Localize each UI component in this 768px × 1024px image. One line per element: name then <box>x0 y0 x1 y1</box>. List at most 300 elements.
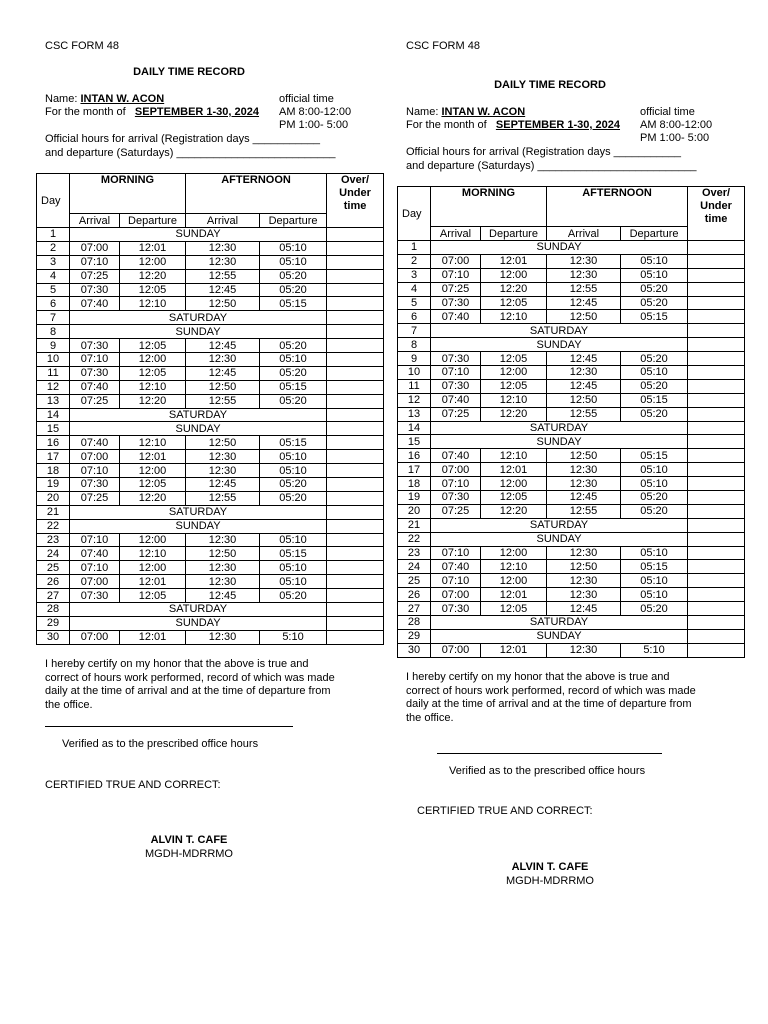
am-arrival-cell: 07:10 <box>431 477 481 491</box>
day-note-cell: SUNDAY <box>70 616 327 630</box>
over-under-cell <box>688 532 745 546</box>
over-under-cell <box>327 297 384 311</box>
official-time-label: official time <box>640 106 695 118</box>
table-row <box>398 421 745 435</box>
over-under-cell <box>688 324 745 338</box>
pm-arrival-cell: 12:30 <box>547 574 621 588</box>
am-departure-cell: 12:10 <box>481 560 547 574</box>
table-row <box>37 283 384 297</box>
pm-departure-cell: 5:10 <box>621 643 688 657</box>
table-row <box>37 436 384 450</box>
am-departure-cell: 12:05 <box>120 589 186 603</box>
over-under-cell <box>688 435 745 449</box>
over-under-cell <box>327 616 384 630</box>
over-under-cell <box>327 603 384 617</box>
signature-line <box>437 753 662 754</box>
official-hours <box>406 145 697 173</box>
day-note-cell: SUNDAY <box>431 435 688 449</box>
day-cell: 1 <box>37 228 70 242</box>
table-row <box>398 574 745 588</box>
pm-arrival-cell: 12:50 <box>547 560 621 574</box>
am-departure-cell: 12:05 <box>481 379 547 393</box>
pm-arrival-cell: 12:45 <box>547 602 621 616</box>
over-under-cell <box>327 228 384 242</box>
pm-departure-cell: 5:10 <box>260 630 327 644</box>
pm-departure-cell: 05:10 <box>621 546 688 560</box>
name-row <box>406 106 525 118</box>
pm-arrival-cell: 12:50 <box>186 436 260 450</box>
am-departure-cell: 12:10 <box>120 297 186 311</box>
day-note-cell: SUNDAY <box>431 532 688 546</box>
day-cell: 7 <box>398 324 431 338</box>
month-value: SEPTEMBER 1-30, 2024 <box>495 119 621 131</box>
over-under-cell <box>688 393 745 407</box>
am-arrival-cell: 07:40 <box>431 310 481 324</box>
table-row <box>398 310 745 324</box>
over-under-cell <box>688 629 745 643</box>
table-row <box>398 435 745 449</box>
pm-arrival-cell: 12:50 <box>186 380 260 394</box>
pm-arrival-cell: 12:50 <box>186 297 260 311</box>
over-under-cell <box>327 366 384 380</box>
table-row <box>398 560 745 574</box>
am-arrival-cell: 07:25 <box>431 504 481 518</box>
am-arrival-cell: 07:30 <box>431 602 481 616</box>
official-time <box>279 93 351 132</box>
afternoon-header: AFTERNOON <box>186 174 327 214</box>
pm-arrival-cell: 12:30 <box>186 255 260 269</box>
am-arrival-cell: 07:30 <box>431 491 481 505</box>
am-departure-cell: 12:10 <box>481 310 547 324</box>
pm-arrival-cell: 12:55 <box>186 394 260 408</box>
certification-text: I hereby certify on my honor that the above is true and correct of hours work performed, record of which was made daily at the time of arrival and at the time of departure from the office. <box>45 658 335 711</box>
over-under-cell <box>327 255 384 269</box>
time-record-rows <box>37 228 384 645</box>
table-row <box>398 504 745 518</box>
pm-arrival-cell: 12:55 <box>547 407 621 421</box>
day-cell: 18 <box>37 464 70 478</box>
am-arrival-cell: 07:40 <box>431 393 481 407</box>
am-arrival-cell: 07:30 <box>70 366 120 380</box>
under-header-line: Under <box>700 200 732 212</box>
am-departure-cell: 12:00 <box>120 561 186 575</box>
table-row <box>398 602 745 616</box>
over-under-cell <box>688 574 745 588</box>
over-under-cell <box>688 407 745 421</box>
am-departure-cell: 12:01 <box>481 643 547 657</box>
am-arrival-cell: 07:00 <box>70 630 120 644</box>
pm-departure-cell: 05:10 <box>260 255 327 269</box>
signature-line <box>45 726 293 727</box>
day-note-cell: SUNDAY <box>70 519 327 533</box>
am-time: AM 8:00-12:00 <box>640 119 713 131</box>
over-under-cell <box>327 630 384 644</box>
over-under-cell <box>327 311 384 325</box>
day-cell: 14 <box>37 408 70 422</box>
day-header: Day <box>398 187 431 241</box>
am-departure-cell: 12:05 <box>120 478 186 492</box>
pm-departure-cell: 05:20 <box>260 283 327 297</box>
table-row <box>398 449 745 463</box>
pm-arrival-header: Arrival <box>186 214 260 228</box>
over-under-cell <box>688 241 745 255</box>
day-note-cell: SATURDAY <box>70 311 327 325</box>
day-note-cell: SATURDAY <box>70 603 327 617</box>
table-row <box>37 380 384 394</box>
over-under-cell <box>688 616 745 630</box>
pm-departure-cell: 05:20 <box>260 478 327 492</box>
table-row <box>37 561 384 575</box>
table-row <box>398 546 745 560</box>
day-note-cell: SATURDAY <box>431 518 688 532</box>
over-under-cell <box>688 518 745 532</box>
am-departure-cell: 12:00 <box>481 268 547 282</box>
day-cell: 15 <box>398 435 431 449</box>
day-cell: 26 <box>398 588 431 602</box>
am-departure-cell: 12:05 <box>120 283 186 297</box>
day-note-cell: SUNDAY <box>70 325 327 339</box>
signer-position: MGDH-MDRRMO <box>506 875 594 887</box>
over-under-cell <box>327 353 384 367</box>
pm-departure-cell: 05:20 <box>621 491 688 505</box>
over-under-cell <box>327 339 384 353</box>
certified-text: CERTIFIED TRUE AND CORRECT: <box>45 779 221 791</box>
am-arrival-cell: 07:40 <box>70 436 120 450</box>
over-under-cell <box>327 241 384 255</box>
pm-departure-cell: 05:15 <box>621 449 688 463</box>
am-arrival-cell: 07:25 <box>70 491 120 505</box>
day-cell: 23 <box>37 533 70 547</box>
day-cell: 27 <box>37 589 70 603</box>
table-row <box>398 393 745 407</box>
over-under-cell <box>688 602 745 616</box>
pm-time: PM 1:00- 5:00 <box>279 119 349 131</box>
am-arrival-cell: 07:25 <box>431 282 481 296</box>
pm-departure-cell: 05:10 <box>621 463 688 477</box>
pm-arrival-cell: 12:30 <box>186 450 260 464</box>
name-label: Name: <box>45 93 78 105</box>
official-hours <box>45 132 336 160</box>
signer-name: ALVIN T. CAFE <box>511 861 589 873</box>
am-departure-cell: 12:10 <box>120 547 186 561</box>
signature-line-end <box>264 726 286 727</box>
over-under-cell <box>327 436 384 450</box>
pm-arrival-cell: 12:30 <box>547 546 621 560</box>
afternoon-header: AFTERNOON <box>547 187 688 227</box>
am-arrival-cell: 07:10 <box>70 533 120 547</box>
certified-text: CERTIFIED TRUE AND CORRECT: <box>417 805 593 817</box>
table-row <box>37 311 384 325</box>
pm-arrival-cell: 12:30 <box>547 254 621 268</box>
table-row <box>398 463 745 477</box>
day-cell: 30 <box>37 630 70 644</box>
table-row <box>37 269 384 283</box>
table-row <box>37 422 384 436</box>
am-departure-cell: 12:01 <box>481 463 547 477</box>
day-cell: 2 <box>37 241 70 255</box>
day-cell: 12 <box>398 393 431 407</box>
table-row <box>398 616 745 630</box>
table-row <box>37 478 384 492</box>
day-cell: 27 <box>398 602 431 616</box>
am-departure-cell: 12:10 <box>481 449 547 463</box>
over-under-cell <box>688 352 745 366</box>
morning-header: MORNING <box>70 174 186 214</box>
am-departure-cell: 12:05 <box>120 366 186 380</box>
am-arrival-cell: 07:00 <box>70 575 120 589</box>
table-row <box>398 338 745 352</box>
over-under-cell <box>327 547 384 561</box>
day-cell: 11 <box>37 366 70 380</box>
am-arrival-cell: 07:25 <box>431 407 481 421</box>
day-cell: 24 <box>398 560 431 574</box>
day-cell: 6 <box>398 310 431 324</box>
am-departure-cell: 12:01 <box>120 450 186 464</box>
day-cell: 19 <box>398 491 431 505</box>
table-row <box>37 630 384 644</box>
over-under-cell <box>327 505 384 519</box>
pm-arrival-cell: 12:45 <box>547 352 621 366</box>
pm-departure-cell: 05:20 <box>621 504 688 518</box>
am-arrival-cell: 07:10 <box>431 574 481 588</box>
day-cell: 20 <box>398 504 431 518</box>
table-row <box>398 532 745 546</box>
pm-departure-cell: 05:10 <box>260 533 327 547</box>
day-note-cell: SATURDAY <box>70 505 327 519</box>
over-under-cell <box>688 546 745 560</box>
form-title: DAILY TIME RECORD <box>494 79 606 91</box>
table-row <box>37 533 384 547</box>
am-departure-cell: 12:20 <box>120 491 186 505</box>
pm-arrival-cell: 12:45 <box>186 589 260 603</box>
pm-arrival-cell: 12:55 <box>547 282 621 296</box>
table-row <box>398 643 745 657</box>
pm-departure-cell: 05:15 <box>621 393 688 407</box>
am-arrival-cell: 07:40 <box>70 547 120 561</box>
am-departure-cell: 12:01 <box>120 241 186 255</box>
pm-arrival-cell: 12:30 <box>186 561 260 575</box>
day-cell: 24 <box>37 547 70 561</box>
signer-position: MGDH-MDRRMO <box>145 848 233 860</box>
over-under-cell <box>327 561 384 575</box>
am-departure-cell: 12:05 <box>481 296 547 310</box>
name-label: Name: <box>406 106 439 118</box>
verified-text: Verified as to the prescribed office hours <box>449 765 646 777</box>
over-under-cell <box>688 379 745 393</box>
day-cell: 19 <box>37 478 70 492</box>
over-header-line: Over/ <box>701 187 731 199</box>
day-cell: 14 <box>398 421 431 435</box>
over-under-cell <box>327 575 384 589</box>
over-under-cell <box>327 589 384 603</box>
table-row <box>398 407 745 421</box>
am-departure-cell: 12:05 <box>481 491 547 505</box>
pm-arrival-cell: 12:30 <box>547 643 621 657</box>
am-arrival-header: Arrival <box>431 227 481 241</box>
table-row <box>37 394 384 408</box>
over-under-cell <box>327 408 384 422</box>
pm-departure-cell: 05:15 <box>260 380 327 394</box>
day-cell: 8 <box>398 338 431 352</box>
am-arrival-cell: 07:10 <box>70 255 120 269</box>
over-under-cell <box>327 533 384 547</box>
day-cell: 10 <box>37 353 70 367</box>
form-title: DAILY TIME RECORD <box>133 66 245 78</box>
table-row <box>398 324 745 338</box>
over-under-cell <box>688 421 745 435</box>
day-cell: 20 <box>37 491 70 505</box>
am-arrival-cell: 07:10 <box>431 546 481 560</box>
am-arrival-cell: 07:30 <box>431 352 481 366</box>
day-note-cell: SATURDAY <box>431 616 688 630</box>
am-arrival-cell: 07:40 <box>431 449 481 463</box>
day-cell: 30 <box>398 643 431 657</box>
over-under-cell <box>688 491 745 505</box>
pm-arrival-cell: 12:50 <box>547 310 621 324</box>
pm-arrival-cell: 12:30 <box>186 575 260 589</box>
table-row <box>398 241 745 255</box>
am-arrival-cell: 07:10 <box>431 366 481 380</box>
table-row <box>398 379 745 393</box>
table-row <box>398 588 745 602</box>
official-time-label: official time <box>279 93 334 105</box>
pm-arrival-cell: 12:30 <box>186 533 260 547</box>
employee-name: INTAN W. ACON <box>441 106 526 118</box>
pm-arrival-cell: 12:45 <box>547 379 621 393</box>
pm-arrival-cell: 12:30 <box>547 463 621 477</box>
table-row <box>37 339 384 353</box>
am-departure-cell: 12:20 <box>481 282 547 296</box>
am-arrival-cell: 07:40 <box>431 560 481 574</box>
pm-arrival-cell: 12:30 <box>547 588 621 602</box>
am-arrival-cell: 07:00 <box>431 254 481 268</box>
am-arrival-cell: 07:40 <box>70 297 120 311</box>
pm-arrival-cell: 12:50 <box>547 393 621 407</box>
table-row <box>398 282 745 296</box>
am-departure-cell: 12:00 <box>120 464 186 478</box>
day-cell: 4 <box>37 269 70 283</box>
table-row <box>398 296 745 310</box>
table-row <box>37 547 384 561</box>
day-cell: 15 <box>37 422 70 436</box>
am-arrival-cell: 07:00 <box>70 450 120 464</box>
table-row <box>398 366 745 380</box>
pm-arrival-cell: 12:50 <box>547 449 621 463</box>
day-cell: 18 <box>398 477 431 491</box>
table-row <box>398 254 745 268</box>
day-cell: 7 <box>37 311 70 325</box>
over-under-cell <box>688 643 745 657</box>
am-departure-cell: 12:01 <box>481 254 547 268</box>
over-under-cell <box>688 254 745 268</box>
day-cell: 21 <box>398 518 431 532</box>
am-arrival-cell: 07:10 <box>70 353 120 367</box>
under-header-line: Under <box>339 187 371 199</box>
name-row <box>45 93 164 105</box>
over-under-cell <box>327 519 384 533</box>
over-under-cell <box>688 588 745 602</box>
pm-arrival-cell: 12:45 <box>186 339 260 353</box>
day-note-cell: SUNDAY <box>70 228 327 242</box>
am-departure-cell: 12:05 <box>120 339 186 353</box>
day-cell: 6 <box>37 297 70 311</box>
am-departure-cell: 12:00 <box>481 366 547 380</box>
day-cell: 17 <box>37 450 70 464</box>
am-arrival-cell: 07:30 <box>70 339 120 353</box>
pm-departure-cell: 05:10 <box>621 254 688 268</box>
am-departure-cell: 12:00 <box>481 574 547 588</box>
pm-departure-cell: 05:10 <box>260 450 327 464</box>
am-arrival-cell: 07:30 <box>431 296 481 310</box>
pm-departure-cell: 05:10 <box>260 575 327 589</box>
pm-departure-cell: 05:20 <box>260 366 327 380</box>
day-cell: 16 <box>37 436 70 450</box>
day-cell: 1 <box>398 241 431 255</box>
month-label: For the month of <box>45 106 126 118</box>
pm-arrival-header: Arrival <box>547 227 621 241</box>
am-arrival-cell: 07:30 <box>431 379 481 393</box>
over-under-cell <box>327 380 384 394</box>
pm-arrival-cell: 12:30 <box>186 464 260 478</box>
pm-departure-cell: 05:20 <box>621 282 688 296</box>
table-row <box>37 464 384 478</box>
table-row <box>37 589 384 603</box>
certification-text: I hereby certify on my honor that the above is true and correct of hours work performed, record of which was made daily at the time of arrival and at the time of departure from the office. <box>406 671 696 724</box>
pm-departure-cell: 05:15 <box>621 310 688 324</box>
pm-departure-cell: 05:10 <box>260 241 327 255</box>
day-cell: 25 <box>37 561 70 575</box>
am-departure-cell: 12:05 <box>481 352 547 366</box>
day-cell: 9 <box>398 352 431 366</box>
over-under-cell <box>688 296 745 310</box>
am-arrival-cell: 07:25 <box>70 394 120 408</box>
day-note-cell: SATURDAY <box>431 421 688 435</box>
verified-text: Verified as to the prescribed office hours <box>62 738 259 750</box>
table-row <box>37 519 384 533</box>
pm-arrival-cell: 12:30 <box>186 353 260 367</box>
table-row <box>37 353 384 367</box>
table-row <box>37 450 384 464</box>
pm-departure-cell: 05:20 <box>621 602 688 616</box>
table-row <box>398 477 745 491</box>
table-row <box>398 352 745 366</box>
pm-arrival-cell: 12:30 <box>547 477 621 491</box>
pm-departure-header: Departure <box>621 227 688 241</box>
table-row <box>37 255 384 269</box>
over-under-cell <box>327 422 384 436</box>
pm-departure-cell: 05:20 <box>621 379 688 393</box>
day-cell: 3 <box>37 255 70 269</box>
am-arrival-cell: 07:40 <box>70 380 120 394</box>
over-under-cell <box>327 450 384 464</box>
pm-departure-cell: 05:15 <box>260 436 327 450</box>
table-row <box>37 491 384 505</box>
over-under-cell <box>327 478 384 492</box>
over-under-cell <box>688 463 745 477</box>
table-row <box>37 366 384 380</box>
pm-time: PM 1:00- 5:00 <box>640 132 710 144</box>
pm-arrival-cell: 12:45 <box>547 296 621 310</box>
arrival-hours-line: Official hours for arrival (Registration days ___________ <box>406 146 681 158</box>
month-row <box>406 119 620 131</box>
pm-departure-cell: 05:15 <box>621 560 688 574</box>
day-cell: 13 <box>398 407 431 421</box>
day-cell: 5 <box>37 283 70 297</box>
pm-departure-cell: 05:10 <box>621 588 688 602</box>
day-cell: 8 <box>37 325 70 339</box>
over-under-cell <box>688 449 745 463</box>
arrival-hours-line: Official hours for arrival (Registration days ___________ <box>45 133 320 145</box>
